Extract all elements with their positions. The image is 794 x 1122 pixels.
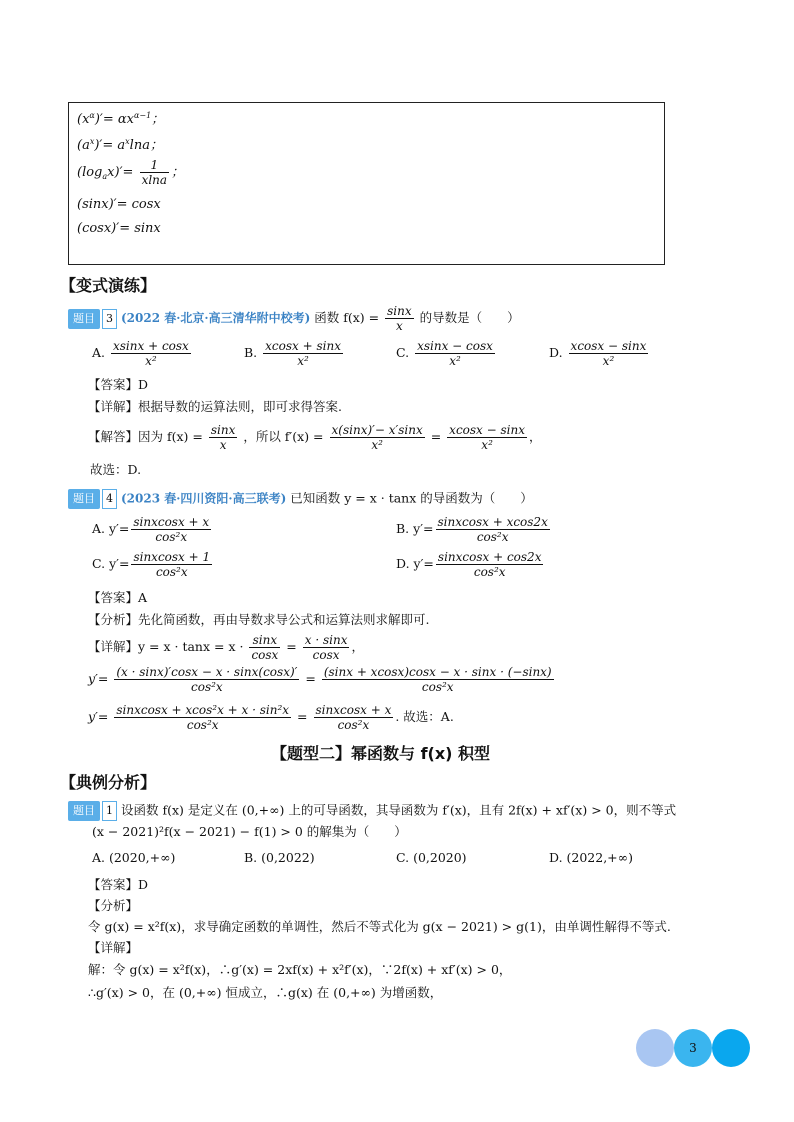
q1-number: 1 — [102, 801, 117, 821]
formula-power: $(x^\alpha)'= \alpha x^{\alpha-1}$； — [77, 111, 165, 127]
q3-source: (2022 春·北京·高三清华附中校考) — [121, 311, 311, 325]
q3-option-a: A. $\frac{xsinx + \cos x}{\text{x²}}$ — [92, 339, 189, 368]
q1-option-a: A. (2020,+∞) — [92, 850, 176, 865]
q1-detail-line1: 解：令 g(x) = x²f(x)，∴g′(x) = 2xf(x) + x²f′(x)，∵2f(x) + xf′(x) > 0， — [88, 962, 512, 977]
decor-circle-right — [712, 1029, 750, 1067]
section-example-heading: 【典例分析】 — [60, 773, 157, 792]
q4-option-a: A. y′= $\frac{\text{sinxcosx + x}}{\text{cos²x}}$ — [92, 515, 210, 544]
q4-answer: 【答案】A — [88, 590, 148, 605]
q4-detail-line2: y′= $\frac{(x \cdot \sin x)'\cos x - x \cdot \sin x(\cos x)'}{\text{cos²x}}$ = $\frac{(\sin x + xcosx)\cos x - x \cdot \sin x \cdot (-\sin x)}{\text{cos²x}}$ — [88, 665, 552, 694]
q1-stem-line2: (x − 2021)²f(x − 2021) − f(1) > 0 的解集为（ ） — [92, 824, 407, 839]
formula-exponential: $(a^x)'= a^x\ln a$； — [77, 137, 163, 153]
q3-solution: 【解答】因为 f(x) = $\frac{\sin x}{x}$ ，所以 f′(x) = $\frac{x(\sin x)'- x'\sin x}{\text{x²}}$ = $\frac{xcosx - \sin x}{\text{x²}}$ ， — [88, 423, 542, 452]
q1-analysis: 令 g(x) = x²f(x)，求导确定函数的单调性，然后不等式化为 g(x − 2021) > g(1)，由单调性解得不等式. — [88, 919, 671, 934]
q3-detail: 【详解】根据导数的运算法则，即可求得答案. — [88, 399, 342, 414]
page-number-badge — [636, 1029, 752, 1067]
formula-sine: (sinx)′= cosx — [77, 197, 161, 212]
q3-option-c: C. $\frac{xsinx - \cos x}{\text{x²}}$ — [396, 339, 493, 368]
formula-box — [68, 102, 665, 265]
q3-choose: 故选：D. — [90, 462, 142, 477]
decor-circle-left — [636, 1029, 674, 1067]
formula-cosine: (cosx)′= sinx — [77, 221, 161, 236]
section-variants-heading: 【变式演练】 — [60, 276, 157, 295]
q4-detail-line1: 【详解】y = x · tanx = x · $\frac{\sin x}{\cos x}$ = $\frac{x \cdot \sin x}{\cos x}$ ， — [88, 633, 364, 662]
q3-answer: 【答案】D — [88, 377, 149, 392]
q1-option-d: D. (2022,+∞) — [549, 850, 633, 865]
page-number: 3 — [674, 1029, 712, 1067]
q4-tag: 题目 — [68, 489, 100, 509]
formula-logarithm: $(\log_ax)'=$ $\frac{1}{xlna}$ ； — [77, 158, 185, 187]
q4-source: (2023 春·四川资阳·高三联考) — [121, 491, 287, 506]
q1-option-b: B. (0,2022) — [244, 850, 315, 865]
q1-option-c: C. (0,2020) — [396, 850, 467, 865]
section-type2-heading: 【题型二】幂函数与 f(x) 积型 — [271, 744, 491, 763]
q3-number: 3 — [102, 309, 117, 329]
q1-detail-heading: 【详解】 — [88, 940, 139, 955]
q4-option-d: D. y′= $\frac{\text{sinxcosx + cos2x}}{\text{cos²x}}$ — [396, 550, 542, 579]
q3-option-d: D. $\frac{xcosx - \sin x}{\text{x²}}$ — [549, 339, 647, 368]
q1-answer: 【答案】D — [88, 877, 149, 892]
q4-detail-line3: y′= $\frac{\text{sinxcosx + xcos²x + x · sin²x}}{\text{cos²x}}$ = $\frac{\text{sinxcosx + x}}{\text{cos²x}}$ . 故选：A. — [88, 703, 454, 732]
q4-number: 4 — [102, 489, 117, 509]
q1-analysis-heading: 【分析】 — [88, 898, 139, 913]
q4-stem: 题目 4 (2023 春·四川资阳·高三联考) 已知函数 y = x · tanx 的导函数为（ ） — [68, 489, 533, 509]
q3-tag: 题目 — [68, 309, 100, 329]
q1-tag: 题目 — [68, 801, 100, 821]
q4-option-b: B. y′= $\frac{\text{sinxcosx + xcos2x}}{\text{cos²x}}$ — [396, 515, 548, 544]
q4-option-c: C. y′= $\frac{\text{sinxcosx + 1}}{\text{cos²x}}$ — [92, 550, 211, 579]
q1-stem-line1: 题目 1 设函数 f(x) 是定义在 (0,+∞) 上的可导函数，其导函数为 f′(x)，且有 2f(x) + xf′(x) > 0，则不等式 — [68, 801, 676, 821]
q3-option-b: B. $\frac{xcosx + \sin x}{\text{x²}}$ — [244, 339, 341, 368]
q3-stem: 题目 3 (2022 春·北京·高三清华附中校考) 函数 f(x) = $\frac{\sin x}{x}$ 的导数是（ ） — [68, 304, 520, 333]
q4-analysis: 【分析】先化简函数，再由导数求导公式和运算法则求解即可. — [88, 612, 430, 627]
q1-detail-line2: ∴g′(x) > 0，在 (0,+∞) 恒成立，∴g(x) 在 (0,+∞) 为增函数， — [88, 985, 443, 1000]
